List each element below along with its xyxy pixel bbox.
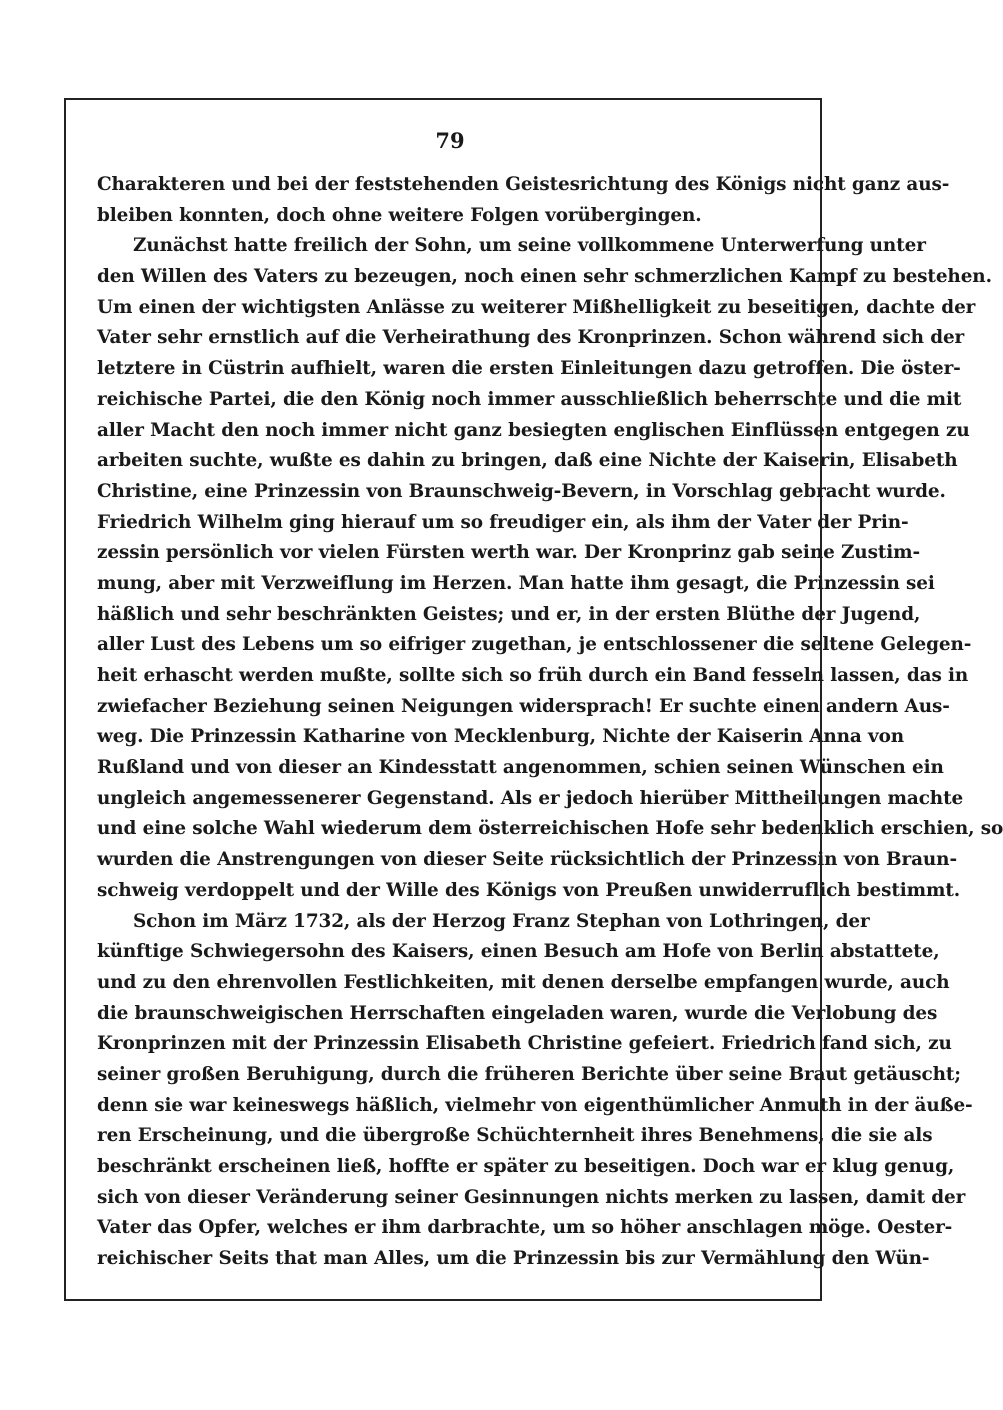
text-line: Friedrich Wilhelm ging hierauf um so freudiger ein, als ihm der Vater der Prin- [97, 511, 909, 533]
text-line: aller Lust des Lebens um so eifriger zugethan, je entschlossener die seltene Gelegen- [97, 634, 972, 656]
text-line: wurden die Anstrengungen von dieser Seite rücksichtlich der Prinzessin von Braun- [97, 849, 957, 871]
text-line: Um einen der wichtigsten Anlässe zu weiterer Mißhelligkeit zu beseitigen, dachte der [97, 296, 976, 318]
text-line: die braunschweigischen Herrschaften eingeladen waren, wurde die Verlobung des [97, 1002, 938, 1024]
text-line: künftige Schwiegersohn des Kaisers, einen Besuch am Hofe von Berlin abstattete, [97, 941, 940, 963]
text-line: Charakteren und bei der feststehenden Geistesrichtung des Königs nicht ganz aus- [97, 174, 950, 195]
text-line: aller Macht den noch immer nicht ganz besiegten englischen Einflüssen entgegen zu [97, 419, 970, 441]
text-line: Zunächst hatte freilich der Sohn, um seine vollkommene Unterwerfung unter [133, 235, 926, 257]
text-line: heit erhascht werden mußte, sollte sich so früh durch ein Band fesseln lassen, das in [97, 665, 969, 686]
text-line: mung, aber mit Verzweiflung im Herzen. Man hatte ihm gesagt, die Prinzessin sei [97, 572, 935, 594]
text-line: seiner großen Beruhigung, durch die früheren Berichte über seine Braut getäuscht; [97, 1063, 961, 1085]
text-line: zwiefacher Beziehung seinen Neigungen widersprach! Er suchte einen andern Aus- [97, 695, 950, 717]
text-line: denn sie war keineswegs häßlich, vielmehr von eigenthümlicher Anmuth in der äuße- [97, 1094, 973, 1116]
text-line: letztere in Cüstrin aufhielt, waren die ersten Einleitungen dazu getroffen. Die öster- [97, 358, 961, 380]
text-line: ungleich angemessenerer Gegenstand. Als er jedoch hierüber Mittheilungen machte [97, 787, 964, 809]
text-line: Kronprinzen mit der Prinzessin Elisabeth Christine gefeiert. Friedrich fand sich, zu [97, 1033, 952, 1055]
text-line: Schon im März 1732, als der Herzog Franz Stephan von Lothringen, der [133, 910, 870, 932]
text-line: den Willen des Vaters zu bezeugen, noch einen sehr schmerzlichen Kampf zu bestehen. [97, 266, 992, 288]
text-line: beschränkt erscheinen ließ, hoffte er später zu beseitigen. Doch war er klug genug, [97, 1156, 955, 1177]
text-line: häßlich und sehr beschränkten Geistes; und er, in der ersten Blüthe der Jugend, [97, 603, 921, 625]
text-line: ren Erscheinung, und die übergroße Schüchternheit ihres Benehmens, die sie als [97, 1125, 933, 1147]
text-line: Christine, eine Prinzessin von Braunschweig-Bevern, in Vorschlag gebracht wurde. [97, 480, 946, 502]
text-line: sich von dieser Veränderung seiner Gesinnungen nichts merken zu lassen, damit der [97, 1186, 966, 1208]
text-line: Vater das Opfer, welches er ihm darbrachte, um so höher anschlagen möge. Oester- [97, 1217, 953, 1239]
text-line: zessin persönlich vor vielen Fürsten werth war. Der Kronprinz gab seine Zustim- [97, 542, 921, 564]
text-line: weg. Die Prinzessin Katharine von Mecklenburg, Nichte der Kaiserin Anna von [97, 726, 905, 748]
body-text [97, 170, 1003, 1275]
text-line: reichische Partei, die den König noch immer ausschließlich beherrschte und die mit [97, 388, 962, 410]
text-line: Rußland und von dieser an Kindesstatt angenommen, schien seinen Wünschen ein [97, 757, 944, 779]
page-number: 79 [435, 128, 465, 153]
text-line: reichischer Seits that man Alles, um die Prinzessin bis zur Vermählung den Wün- [97, 1248, 930, 1270]
text-line: arbeiten suchte, wußte es dahin zu bringen, daß eine Nichte der Kaiserin, Elisabeth [97, 450, 958, 472]
text-line: und eine solche Wahl wiederum dem österreichischen Hofe sehr bedenklich erschien, so [97, 818, 1003, 840]
text-line: Vater sehr ernstlich auf die Verheirathung des Kronprinzen. Schon während sich der [97, 327, 965, 349]
text-line: und zu den ehrenvollen Festlichkeiten, mit denen derselbe empfangen wurde, auch [97, 971, 950, 993]
text-line: bleiben konnten, doch ohne weitere Folgen vorübergingen. [97, 204, 702, 226]
text-line: schweig verdoppelt und der Wille des Königs von Preußen unwiderruflich bestimmt. [97, 879, 961, 901]
